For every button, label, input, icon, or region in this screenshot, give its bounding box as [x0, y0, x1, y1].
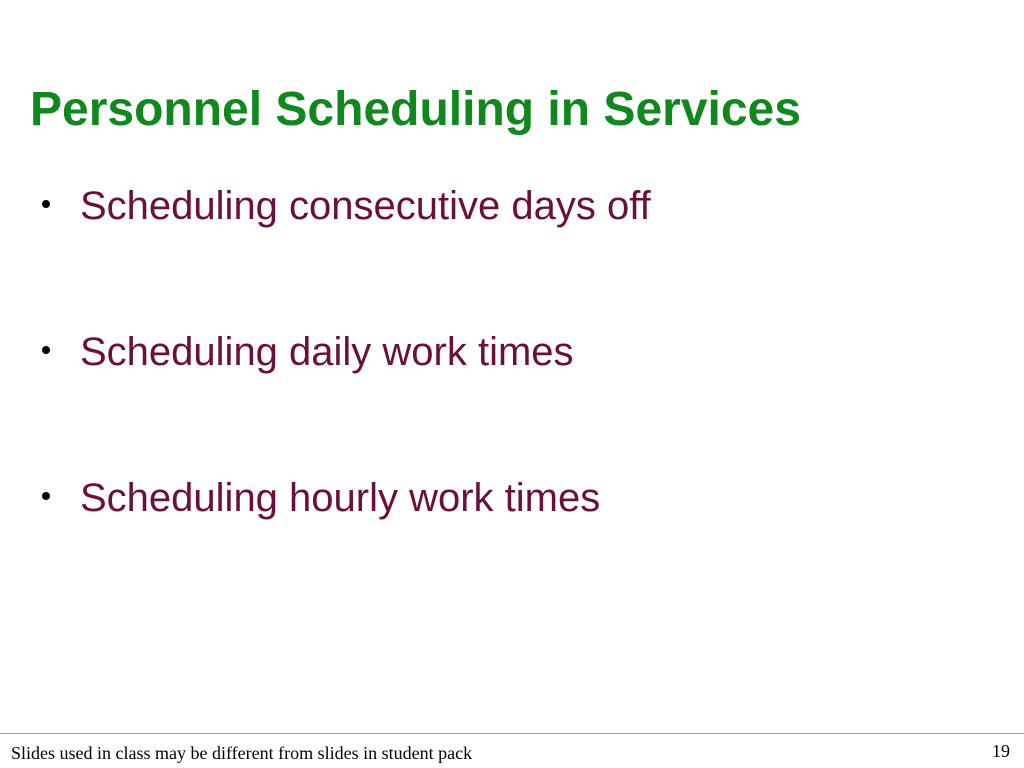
slide-title: Personnel Scheduling in Services	[30, 83, 801, 136]
footer-note: Slides used in class may be different from slides in student pack	[11, 743, 473, 763]
bullet-dot-icon	[42, 346, 50, 354]
bullet-text: Scheduling hourly work times	[80, 476, 601, 520]
bullet-item	[42, 473, 600, 523]
bullet-item	[42, 327, 574, 377]
bullet-text: Scheduling consecutive days off	[80, 184, 651, 228]
bullet-text: Scheduling daily work times	[80, 330, 574, 374]
bullet-dot-icon	[42, 200, 50, 208]
bullet-dot-icon	[42, 492, 50, 500]
footer-divider	[0, 733, 1024, 734]
bullet-item	[42, 181, 651, 231]
page-number: 19	[992, 741, 1010, 761]
